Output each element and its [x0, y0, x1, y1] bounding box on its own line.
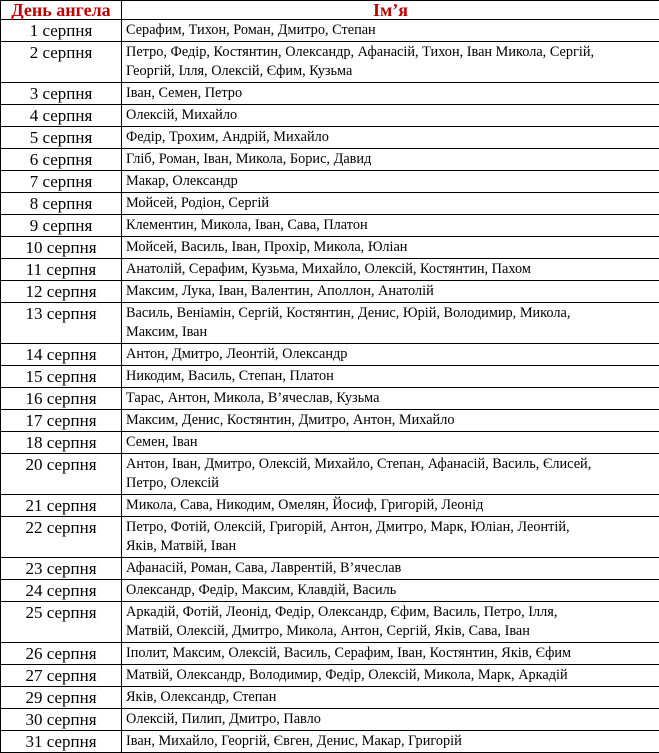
day-cell: 1 серпня	[1, 20, 122, 42]
names-cell	[122, 281, 659, 303]
table-row	[1, 259, 659, 281]
names-line: Клементин, Микола, Іван, Сава, Платон	[126, 216, 655, 235]
names-line: Гліб, Роман, Іван, Микола, Борис, Давид	[126, 150, 655, 169]
names-cell	[122, 171, 659, 193]
table-row	[1, 193, 659, 215]
day-cell: 26 серпня	[1, 643, 122, 665]
table-row	[1, 127, 659, 149]
day-cell: 10 серпня	[1, 237, 122, 259]
names-cell	[122, 215, 659, 237]
names-line: Микола, Сава, Никодим, Омелян, Йосиф, Григорій, Леонід	[126, 496, 655, 515]
table-row	[1, 20, 659, 42]
table-row	[1, 281, 659, 303]
names-line: Антон, Дмитро, Леонтій, Олександр	[126, 345, 655, 364]
names-line: Петро, Фотій, Олексій, Григорій, Антон, Дмитро, Марк, Юліан, Леонтій,	[126, 518, 655, 537]
day-cell: 4 серпня	[1, 105, 122, 127]
names-cell	[122, 83, 659, 105]
names-line: Петро, Федір, Костянтин, Олександр, Афанасій, Тихон, Іван Микола, Сергій,	[126, 43, 655, 62]
names-cell	[122, 731, 659, 753]
names-cell	[122, 259, 659, 281]
names-cell	[122, 344, 659, 366]
names-line: Іполит, Максим, Олексій, Василь, Серафим, Іван, Костянтин, Яків, Єфим	[126, 644, 655, 663]
names-cell	[122, 602, 659, 643]
names-line: Тарас, Антон, Микола, В’ячеслав, Кузьма	[126, 389, 655, 408]
day-cell: 7 серпня	[1, 171, 122, 193]
table-row	[1, 149, 659, 171]
table-row	[1, 105, 659, 127]
names-cell	[122, 643, 659, 665]
day-cell: 29 серпня	[1, 687, 122, 709]
table-row	[1, 303, 659, 344]
names-cell	[122, 42, 659, 83]
names-line: Максим, Денис, Костянтин, Дмитро, Антон, Михайло	[126, 411, 655, 430]
names-line: Серафим, Тихон, Роман, Дмитро, Степан	[126, 21, 655, 40]
day-cell: 23 серпня	[1, 558, 122, 580]
names-cell	[122, 454, 659, 495]
table-row	[1, 580, 659, 602]
names-line: Яків, Матвій, Іван	[126, 537, 655, 556]
names-line: Максим, Лука, Іван, Валентин, Аполлон, Анатолій	[126, 282, 655, 301]
header-day: День ангела	[1, 1, 122, 20]
names-line: Мойсей, Родіон, Сергій	[126, 194, 655, 213]
names-line: Георгій, Ілля, Олексій, Єфим, Кузьма	[126, 62, 655, 81]
day-cell: 5 серпня	[1, 127, 122, 149]
table-row	[1, 602, 659, 643]
table-row	[1, 643, 659, 665]
table-row	[1, 454, 659, 495]
day-cell: 11 серпня	[1, 259, 122, 281]
names-cell	[122, 709, 659, 731]
day-cell: 20 серпня	[1, 454, 122, 495]
names-line: Петро, Олексій	[126, 474, 655, 493]
names-cell	[122, 495, 659, 517]
day-cell: 15 серпня	[1, 366, 122, 388]
day-cell: 13 серпня	[1, 303, 122, 344]
names-cell	[122, 580, 659, 602]
table-row	[1, 709, 659, 731]
names-cell	[122, 366, 659, 388]
table-row	[1, 665, 659, 687]
names-line: Мойсей, Василь, Іван, Прохір, Микола, Юліан	[126, 238, 655, 257]
table-row	[1, 237, 659, 259]
names-cell	[122, 303, 659, 344]
names-line: Іван, Михайло, Георгій, Євген, Денис, Макар, Григорій	[126, 732, 655, 751]
day-cell: 3 серпня	[1, 83, 122, 105]
names-line: Антон, Іван, Дмитро, Олексій, Михайло, Степан, Афанасій, Василь, Єлисей,	[126, 455, 655, 474]
day-cell: 22 серпня	[1, 517, 122, 558]
table-row	[1, 215, 659, 237]
day-cell: 27 серпня	[1, 665, 122, 687]
table-row	[1, 687, 659, 709]
day-cell: 17 серпня	[1, 410, 122, 432]
table-row	[1, 366, 659, 388]
day-cell: 9 серпня	[1, 215, 122, 237]
day-cell: 8 серпня	[1, 193, 122, 215]
table-row	[1, 171, 659, 193]
table-row	[1, 410, 659, 432]
day-cell: 25 серпня	[1, 602, 122, 643]
names-line: Аркадій, Фотій, Леонід, Федір, Олександр, Єфим, Василь, Петро, Ілля,	[126, 603, 655, 622]
table-row	[1, 517, 659, 558]
table-row	[1, 731, 659, 753]
names-line: Олексій, Пилип, Дмитро, Павло	[126, 710, 655, 729]
table-row	[1, 344, 659, 366]
day-cell: 18 серпня	[1, 432, 122, 454]
header-row	[1, 1, 659, 20]
names-line: Макар, Олександр	[126, 172, 655, 191]
names-cell	[122, 149, 659, 171]
table-row	[1, 558, 659, 580]
day-cell: 12 серпня	[1, 281, 122, 303]
names-line: Анатолій, Серафим, Кузьма, Михайло, Олексій, Костянтин, Пахом	[126, 260, 655, 279]
day-cell: 30 серпня	[1, 709, 122, 731]
names-line: Матвій, Олексій, Дмитро, Микола, Антон, Сергій, Яків, Сава, Іван	[126, 622, 655, 641]
names-cell	[122, 105, 659, 127]
table-row	[1, 83, 659, 105]
table-row	[1, 388, 659, 410]
day-cell: 6 серпня	[1, 149, 122, 171]
names-cell	[122, 20, 659, 42]
names-line: Олексій, Михайло	[126, 106, 655, 125]
names-cell	[122, 410, 659, 432]
names-line: Олександр, Федір, Максим, Клавдій, Василь	[126, 581, 655, 600]
names-line: Федір, Трохим, Андрій, Михайло	[126, 128, 655, 147]
names-line: Василь, Веніамін, Сергій, Костянтин, Денис, Юрій, Володимир, Микола,	[126, 304, 655, 323]
day-cell: 21 серпня	[1, 495, 122, 517]
day-cell: 31 серпня	[1, 731, 122, 753]
names-cell	[122, 665, 659, 687]
table-row	[1, 42, 659, 83]
header-names: Ім’я	[122, 1, 659, 20]
names-cell	[122, 388, 659, 410]
names-line: Максим, Іван	[126, 323, 655, 342]
day-cell: 24 серпня	[1, 580, 122, 602]
names-cell	[122, 193, 659, 215]
day-cell: 2 серпня	[1, 42, 122, 83]
names-line: Матвій, Олександр, Володимир, Федір, Олексій, Микола, Марк, Аркадій	[126, 666, 655, 685]
names-line: Іван, Семен, Петро	[126, 84, 655, 103]
table-row	[1, 432, 659, 454]
day-cell: 16 серпня	[1, 388, 122, 410]
table-row	[1, 495, 659, 517]
table-body	[1, 20, 659, 753]
names-cell	[122, 127, 659, 149]
names-line: Никодим, Василь, Степан, Платон	[126, 367, 655, 386]
names-cell	[122, 558, 659, 580]
names-cell	[122, 687, 659, 709]
day-cell: 14 серпня	[1, 344, 122, 366]
names-cell	[122, 237, 659, 259]
names-cell	[122, 517, 659, 558]
names-line: Яків, Олександр, Степан	[126, 688, 655, 707]
names-line: Афанасій, Роман, Сава, Лаврентій, В’ячеслав	[126, 559, 655, 578]
names-cell	[122, 432, 659, 454]
names-line: Семен, Іван	[126, 433, 655, 452]
